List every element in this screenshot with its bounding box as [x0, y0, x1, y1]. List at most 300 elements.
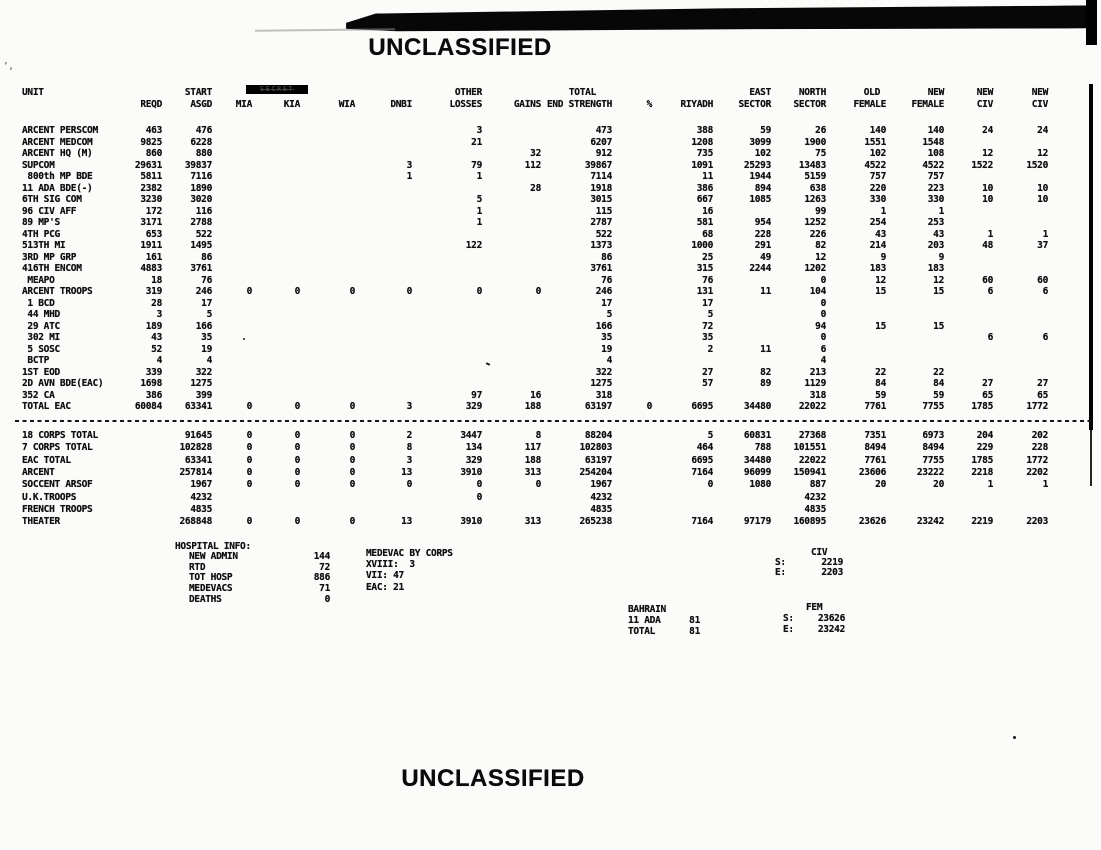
unit-cell: SUPCOM: [22, 159, 55, 171]
list-item: [783, 613, 845, 624]
unit-cell: 2D AVN BDE(EAC): [22, 378, 104, 389]
value-cell: 2788: [190, 217, 212, 228]
value-cell: 476: [195, 125, 212, 136]
value-cell: 10: [982, 194, 993, 205]
value-cell: [993, 206, 1048, 218]
value-cell: [652, 87, 713, 99]
value-cell: [355, 367, 412, 379]
value-cell: 0: [349, 479, 355, 491]
value-cell: [482, 275, 541, 287]
table-row: [15, 99, 1048, 111]
value-cell: [252, 137, 300, 149]
value-cell: 3761: [190, 263, 212, 274]
value-cell: 313: [524, 516, 541, 528]
value-cell: 60084: [134, 401, 162, 412]
value-cell: [713, 275, 771, 287]
value-cell: [252, 217, 300, 229]
unit-cell: 1 BCD: [22, 297, 55, 309]
value-cell: 214: [869, 240, 886, 251]
value-cell: 291: [754, 240, 771, 251]
value-cell: [212, 206, 252, 218]
value-cell: [886, 298, 944, 310]
unit-cell: 96 CIV AFF: [22, 205, 77, 217]
value-cell: 5: [476, 194, 482, 205]
value-cell: [612, 355, 652, 367]
value-cell: 160895: [793, 516, 826, 528]
value-cell: [252, 504, 300, 516]
value-cell: [944, 344, 993, 356]
value-cell: [412, 378, 482, 390]
value-cell: [482, 240, 541, 252]
medevac-block: [366, 547, 484, 593]
value-cell: [412, 183, 482, 195]
value-cell: [482, 217, 541, 229]
value-cell: [826, 344, 886, 356]
value-cell: 0: [349, 467, 355, 479]
value-cell: 1: [476, 171, 482, 182]
value-cell: [130, 492, 162, 504]
value-cell: NEW: [927, 87, 944, 98]
value-cell: 204: [976, 430, 993, 441]
table-row: [15, 430, 1048, 442]
value-cell: [412, 148, 482, 160]
value-cell: 0: [476, 479, 482, 491]
value-cell: NORTH: [798, 87, 826, 98]
value-cell: [886, 344, 944, 356]
value-cell: [412, 344, 482, 356]
item-value: 2219: [821, 557, 843, 568]
value-cell: 5: [707, 430, 713, 441]
value-cell: [212, 344, 252, 356]
value-cell: [713, 492, 771, 504]
item-value: 886: [313, 572, 330, 584]
value-cell: 26: [815, 125, 826, 136]
value-cell: 0: [820, 309, 826, 320]
item-label: VII: 47: [366, 570, 404, 582]
value-cell: [482, 367, 541, 379]
scan-artifact-corner-mark: [1086, 0, 1097, 45]
value-cell: 1918: [590, 182, 612, 194]
value-cell: 1373: [590, 240, 612, 251]
unit-cell: 1ST EOD: [22, 366, 60, 378]
value-cell: 60: [1037, 274, 1048, 286]
value-cell: [612, 263, 652, 275]
value-cell: [252, 492, 300, 504]
item-value: 0: [324, 593, 330, 605]
value-cell: 3447: [460, 430, 482, 441]
value-cell: 6228: [190, 136, 212, 148]
value-cell: [252, 87, 300, 99]
value-cell: 1: [987, 479, 993, 491]
value-cell: [612, 252, 652, 264]
value-cell: 12: [933, 274, 944, 286]
value-cell: GAINS: [513, 99, 541, 110]
value-cell: 101551: [793, 442, 826, 454]
value-cell: 59: [875, 389, 886, 401]
unit-cell: TOTAL EAC: [22, 401, 71, 412]
value-cell: [482, 321, 541, 333]
value-cell: 8494: [864, 442, 886, 454]
scan-artifact-right-rule: [1089, 84, 1093, 430]
value-cell: [300, 194, 355, 206]
value-cell: [252, 183, 300, 195]
value-cell: [612, 229, 652, 241]
value-cell: 97179: [743, 516, 771, 528]
value-cell: 203: [927, 240, 944, 251]
value-cell: [212, 125, 252, 137]
item-value: 81: [689, 615, 700, 626]
value-cell: [355, 275, 412, 287]
value-cell: [355, 492, 412, 504]
value-cell: OTHER: [454, 87, 482, 98]
value-cell: [212, 217, 252, 229]
value-cell: 37: [1037, 240, 1048, 251]
unit-cell: 416TH ENCOM: [22, 263, 82, 274]
value-cell: [130, 87, 162, 99]
value-cell: 43: [151, 332, 162, 343]
item-value: 23626: [817, 613, 845, 624]
value-cell: [993, 217, 1048, 229]
value-cell: [886, 355, 944, 367]
value-cell: 581: [696, 217, 713, 228]
value-cell: 3910: [460, 467, 482, 479]
value-cell: [412, 229, 482, 241]
value-cell: [652, 355, 713, 367]
value-cell: 10: [1037, 194, 1048, 205]
value-cell: 84: [875, 378, 886, 389]
value-cell: 86: [601, 251, 612, 263]
value-cell: 27368: [798, 430, 826, 441]
value-cell: 172: [145, 205, 162, 217]
value-cell: 3020: [190, 194, 212, 205]
value-cell: [300, 87, 355, 99]
scan-artifact-stray-mark: ’,: [3, 62, 14, 72]
value-cell: 322: [595, 366, 612, 378]
value-cell: 76: [601, 274, 612, 286]
value-cell: 1698: [140, 378, 162, 389]
value-cell: [886, 492, 944, 504]
value-cell: FEMALE: [911, 99, 944, 110]
value-cell: 12: [815, 251, 826, 263]
value-cell: 0: [349, 286, 355, 297]
value-cell: [652, 492, 713, 504]
value-cell: 4835: [590, 504, 612, 516]
value-cell: 34480: [743, 454, 771, 466]
value-cell: [252, 125, 300, 137]
value-cell: [300, 332, 355, 344]
value-cell: [612, 504, 652, 516]
value-cell: 17: [601, 297, 612, 309]
value-cell: [944, 367, 993, 379]
value-cell: 1911: [140, 240, 162, 251]
table-row: [15, 298, 1048, 310]
unit-cell: ARCENT TROOPS: [22, 286, 93, 297]
value-cell: 63341: [184, 401, 212, 412]
table-row: [15, 263, 1048, 275]
value-cell: 1785: [971, 401, 993, 412]
value-cell: 63197: [584, 454, 612, 466]
value-cell: [612, 321, 652, 333]
table-row: [15, 125, 1048, 137]
value-cell: [355, 194, 412, 206]
value-cell: 0: [349, 442, 355, 454]
value-cell: 6207: [590, 136, 612, 148]
value-cell: [300, 309, 355, 321]
value-cell: DNBI: [390, 99, 412, 110]
value-cell: 6: [987, 332, 993, 343]
redaction-label: SECRET: [259, 85, 295, 93]
value-cell: 6: [820, 343, 826, 355]
value-cell: 7761: [864, 401, 886, 412]
value-cell: 757: [927, 171, 944, 182]
value-cell: [300, 206, 355, 218]
unit-cell: ARCENT MEDCOM: [22, 136, 93, 148]
value-cell: [993, 321, 1048, 333]
value-cell: 3171: [140, 217, 162, 228]
value-cell: 667: [696, 194, 713, 205]
value-cell: 522: [195, 228, 212, 240]
table-row: [15, 378, 1048, 390]
table-row: [15, 217, 1048, 229]
value-cell: [482, 137, 541, 149]
value-cell: [252, 240, 300, 252]
value-cell: 88204: [584, 430, 612, 441]
value-cell: 1520: [1026, 159, 1048, 171]
value-cell: 0: [535, 479, 541, 491]
value-cell: [130, 516, 162, 528]
value-cell: [212, 275, 252, 287]
value-cell: [355, 309, 412, 321]
value-cell: [355, 298, 412, 310]
value-cell: 0: [820, 274, 826, 286]
value-cell: [212, 194, 252, 206]
unit-cell: UNIT: [22, 87, 44, 98]
value-cell: [713, 309, 771, 321]
table-row: [15, 355, 1048, 367]
value-cell: [993, 252, 1048, 264]
value-cell: 265238: [579, 516, 612, 528]
value-cell: 25293: [743, 159, 771, 171]
value-cell: 35: [601, 332, 612, 343]
value-cell: [212, 252, 252, 264]
value-cell: 254: [869, 217, 886, 228]
value-cell: 329: [465, 454, 482, 466]
value-cell: 0: [349, 430, 355, 441]
value-cell: 1275: [590, 378, 612, 389]
value-cell: 1085: [749, 194, 771, 205]
value-cell: [412, 504, 482, 516]
value-cell: 1263: [804, 194, 826, 205]
unit-cell: [15, 99, 130, 111]
value-cell: 5: [606, 309, 612, 320]
value-cell: [355, 206, 412, 218]
value-cell: [482, 252, 541, 264]
value-cell: 57: [702, 378, 713, 389]
value-cell: 3: [476, 125, 482, 136]
table-row: [15, 455, 1048, 467]
value-cell: [944, 206, 993, 218]
value-cell: 6: [987, 286, 993, 297]
value-cell: [826, 309, 886, 321]
value-cell: [300, 137, 355, 149]
item-label: MEDEVACS: [189, 583, 233, 595]
value-cell: 16: [702, 205, 713, 217]
value-cell: [412, 252, 482, 264]
value-cell: [355, 229, 412, 241]
value-cell: 6973: [922, 430, 944, 441]
value-cell: 1944: [749, 171, 771, 182]
value-cell: 22022: [798, 454, 826, 466]
unit-cell: 4TH PCG: [22, 228, 60, 240]
value-cell: [993, 171, 1048, 183]
value-cell: 22022: [798, 401, 826, 412]
unit-cell: ARCENT: [22, 467, 55, 479]
table-row: [15, 516, 1048, 528]
value-cell: 388: [696, 125, 713, 136]
value-cell: [212, 160, 252, 172]
value-cell: 257814: [179, 467, 212, 479]
item-value: 71: [319, 583, 330, 595]
value-cell: 3: [156, 309, 162, 320]
value-cell: [412, 275, 482, 287]
value-cell: 220: [869, 182, 886, 194]
value-cell: 6695: [691, 401, 713, 412]
value-cell: 2: [406, 430, 412, 441]
value-cell: 60831: [743, 430, 771, 441]
value-cell: 2202: [1026, 467, 1048, 479]
value-cell: 76: [702, 274, 713, 286]
value-cell: 112: [524, 159, 541, 171]
value-cell: 72: [702, 320, 713, 332]
value-cell: 653: [145, 228, 162, 240]
value-cell: [212, 298, 252, 310]
value-cell: 1: [938, 205, 944, 217]
value-cell: 18: [151, 274, 162, 286]
value-cell: [355, 183, 412, 195]
value-cell: 5: [206, 309, 212, 320]
value-cell: 99: [815, 205, 826, 217]
list-item: [175, 595, 330, 606]
value-cell: 268848: [179, 516, 212, 528]
table-row: [15, 332, 1048, 344]
value-cell: [612, 479, 652, 491]
value-cell: 115: [595, 205, 612, 217]
value-cell: [300, 148, 355, 160]
value-cell: 0: [535, 286, 541, 297]
value-cell: 0: [246, 430, 252, 441]
value-cell: [212, 171, 252, 183]
value-cell: 223: [927, 182, 944, 194]
value-cell: 1208: [691, 136, 713, 148]
value-cell: [612, 492, 652, 504]
table-row: [15, 240, 1048, 252]
value-cell: 166: [595, 320, 612, 332]
value-cell: 1900: [804, 136, 826, 148]
value-cell: 7755: [922, 454, 944, 466]
value-cell: NEW: [976, 87, 993, 98]
value-cell: [252, 355, 300, 367]
value-cell: 3: [406, 159, 412, 171]
value-cell: [355, 355, 412, 367]
value-cell: [300, 504, 355, 516]
hospital-info-title: HOSPITAL INFO:: [175, 541, 251, 552]
value-cell: 1: [1042, 228, 1048, 240]
value-cell: [993, 344, 1048, 356]
value-cell: 246: [595, 286, 612, 297]
value-cell: [482, 504, 541, 516]
value-cell: 735: [696, 148, 713, 159]
value-cell: 4522: [922, 159, 944, 171]
value-cell: [886, 309, 944, 321]
value-cell: [212, 240, 252, 252]
value-cell: [993, 504, 1048, 516]
unit-cell: BCTP: [22, 355, 50, 366]
value-cell: [482, 298, 541, 310]
value-cell: 788: [754, 442, 771, 454]
value-cell: [713, 332, 771, 344]
value-cell: 39837: [184, 159, 212, 171]
unit-cell: 18 CORPS TOTAL: [22, 430, 98, 441]
value-cell: 0: [294, 401, 300, 412]
table-row: [15, 442, 1048, 454]
item-label: RTD: [189, 561, 206, 573]
value-cell: 19: [201, 343, 212, 355]
value-cell: [944, 252, 993, 264]
value-cell: 0: [246, 479, 252, 491]
value-cell: [993, 492, 1048, 504]
table-header-line2: [15, 99, 1048, 111]
value-cell: 4232: [590, 491, 612, 503]
value-cell: [612, 87, 652, 99]
value-cell: 43: [933, 228, 944, 240]
value-cell: [300, 492, 355, 504]
value-cell: 213: [809, 366, 826, 378]
value-cell: 1495: [190, 240, 212, 251]
value-cell: [482, 194, 541, 206]
table-row: [15, 275, 1048, 287]
value-cell: [355, 344, 412, 356]
value-cell: [886, 504, 944, 516]
value-cell: WIA: [338, 99, 355, 110]
value-cell: 7114: [590, 171, 612, 182]
unit-cell: 513TH MI: [22, 240, 66, 251]
value-cell: 17: [201, 297, 212, 309]
value-cell: 5811: [140, 171, 162, 182]
value-cell: [355, 87, 412, 99]
value-cell: 1202: [804, 263, 826, 274]
value-cell: [713, 298, 771, 310]
table-row: [15, 367, 1048, 379]
unit-cell: MEAPO: [22, 274, 55, 286]
value-cell: LOSSES: [449, 99, 482, 110]
value-cell: [612, 183, 652, 195]
value-cell: 22: [875, 366, 886, 378]
item-label: EAC: 21: [366, 581, 404, 593]
value-cell: 887: [809, 479, 826, 491]
value-cell: 91645: [184, 430, 212, 441]
value-cell: [212, 390, 252, 402]
value-cell: 1: [476, 217, 482, 228]
table-row: [15, 229, 1048, 241]
unit-rows: [15, 125, 1048, 413]
value-cell: 4522: [864, 159, 886, 171]
value-cell: [355, 125, 412, 137]
value-cell: 23222: [916, 467, 944, 479]
value-cell: [713, 390, 771, 402]
value-cell: 188: [524, 401, 541, 412]
unit-cell: 6TH SIG COM: [22, 194, 82, 205]
value-cell: 122: [465, 240, 482, 251]
